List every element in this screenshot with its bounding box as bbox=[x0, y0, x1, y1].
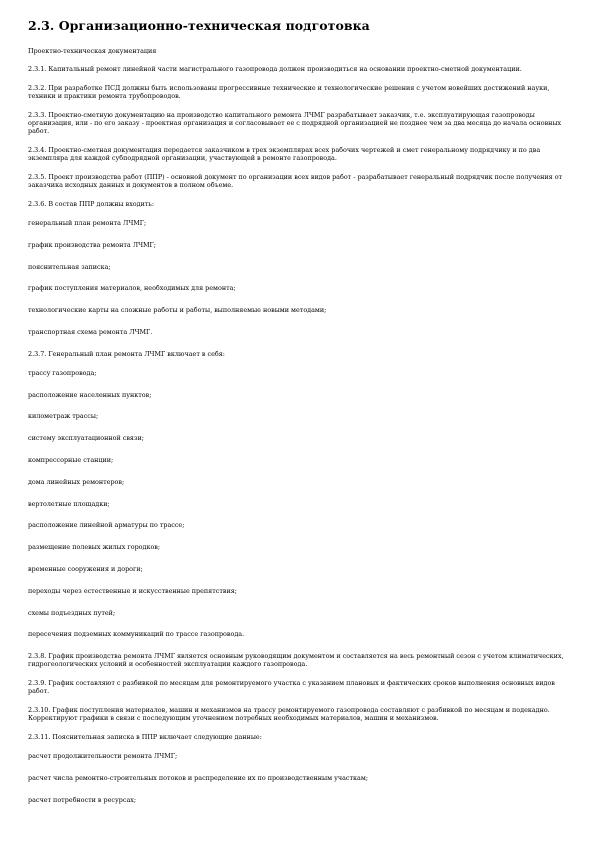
list-item: расчет числа ремонтно-строительных потоков и распределение их по производственным участкам; bbox=[28, 773, 368, 782]
list-item: компрессорные станции; bbox=[28, 455, 114, 464]
paragraph-2-3-11: 2.3.11. Пояснительная записка в ППР включает следующие данные: bbox=[28, 733, 262, 742]
list-item: генеральный план ремонта ЛЧМГ; bbox=[28, 219, 147, 227]
list-item: график поступления материалов, необходимых для ремонта; bbox=[28, 284, 236, 293]
paragraph-2-3-8: 2.3.8. График производства ремонта ЛЧМГ является основным руководящим документом и составляется на весь ремонтный сезон с учетом климатических, гидрогеологических условий и особенностей эксплуатации каждого газопровода. bbox=[28, 652, 564, 669]
paragraph-2-3-6: 2.3.6. В состав ППР должны входить: bbox=[28, 200, 155, 208]
paragraph-2-3-10: 2.3.10. График поступления материалов, машин и механизмов на трассу ремонтируемого газопровода составляют с разбивкой по месяцам и подекадно. Корректируют графики в связи с последующим уточнением потребных необходимых материалов, машин и механизмов. bbox=[28, 706, 550, 723]
general-plan-list bbox=[28, 369, 568, 639]
list-item: переходы через естественные и искусственные препятствия; bbox=[28, 586, 237, 595]
paragraph-2-3-7: 2.3.7. Генеральный план ремонта ЛЧМГ включает в себя: bbox=[28, 349, 225, 358]
document-page bbox=[28, 18, 568, 818]
paragraph-2-3-5: 2.3.5. Проект производства работ (ППР) - основной документ по организации всех видов работ - разрабатывает генеральный подрядчик после получения от заказчика исходных данных и документов в полном объеме. bbox=[28, 173, 563, 189]
list-item: расчет продолжительности ремонта ЛЧМГ; bbox=[28, 752, 178, 761]
list-item: схемы подъездных путей; bbox=[28, 608, 116, 617]
paragraph-2-3-9: 2.3.9. График составляют с разбивкой по месяцам для ремонтируемого участка с указанием плановых и фактических сроков выполнения основных видов работ. bbox=[28, 679, 555, 696]
list-item: график производства ремонта ЛЧМГ; bbox=[28, 240, 156, 249]
list-item: расположение линейной арматуры по трассе; bbox=[28, 521, 185, 530]
paragraph-2-3-3: 2.3.3. Проектно-сметную документацию на производство капитального ремонта ЛЧМГ разрабатывает заказчик, т.е. эксплуатирующая газопроводы организация, или - по его заказу - проектная организация и согласовывает ее с подрядной организацией не позднее чем за два месяца до начала основных работ. bbox=[28, 111, 562, 135]
list-item: вертолетные площадки; bbox=[28, 499, 110, 508]
section-title: 2.3. Организационно-техническая подготовка bbox=[28, 18, 370, 33]
list-item: пересечения подземных коммуникаций по трассе газопровода. bbox=[28, 630, 245, 639]
list-item: расположение населенных пунктов; bbox=[28, 390, 152, 399]
list-item: транспортная схема ремонта ЛЧМГ. bbox=[28, 327, 153, 336]
list-item: технологические карты на сложные работы и работы, выполняемые новыми методами; bbox=[28, 306, 327, 315]
list-item: трассу газопровода; bbox=[28, 368, 97, 377]
paragraph-2-3-2: 2.3.2. При разработке ПСД должны быть использованы прогрессивные технические и технологические решения с учетом новейших достижений науки, техники и практики ремонта трубопроводов. bbox=[28, 84, 550, 100]
list-item: временные сооружения и дороги; bbox=[28, 564, 143, 573]
list-item: дома линейных ремонтеров; bbox=[28, 477, 125, 486]
ppr-contents-list bbox=[28, 219, 568, 336]
list-item: расчет потребности в ресурсах; bbox=[28, 795, 137, 804]
paragraph-2-3-1: 2.3.1. Капитальный ремонт линейной части магистрального газопровода должен производиться на основании проектно-сметной документации. bbox=[28, 65, 522, 73]
list-item: километраж трассы; bbox=[28, 412, 99, 421]
list-item: систему эксплуатационной связи; bbox=[28, 434, 144, 443]
subsection-title: Проектно-техническая документация bbox=[28, 47, 157, 55]
paragraph-2-3-4: 2.3.4. Проектно-сметная документация передается заказчиком в трех экземплярах всех рабочих чертежей и смет генеральному подрядчику и по два экземпляра для каждой субподрядной организации, участвующей в ремонте газопровода. bbox=[28, 146, 541, 162]
explanatory-note-list bbox=[28, 752, 568, 804]
list-item: размещение полевых жилых городков; bbox=[28, 543, 161, 552]
list-item: пояснительная записка; bbox=[28, 262, 111, 271]
